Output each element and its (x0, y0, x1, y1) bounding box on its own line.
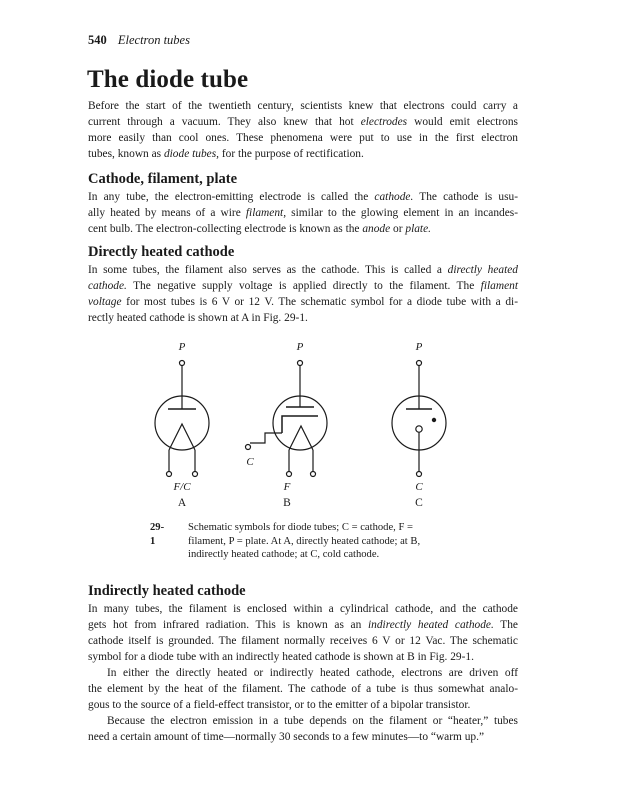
terminal-b2 (311, 472, 316, 477)
text-run: The negative supply voltage is applied directly to the filament. The (126, 280, 481, 292)
s3-line-1: In many tubes, the filament is enclosed within a cylindrical cathode, and the cathode (88, 603, 518, 615)
emphasis-term: filament (480, 280, 518, 292)
symbol-id-b: B (283, 497, 291, 509)
plate-label-c: P (415, 341, 423, 353)
section-2-paragraph (88, 262, 518, 326)
cathode-terminal-b (246, 445, 251, 450)
text-run: similar to the glowing element in an incandes- (286, 207, 518, 219)
text-run: for most tubes is 6 V or 12 V. The schematic symbol for a diode tube with a di- (121, 296, 518, 308)
figure-number: 29-1 (150, 522, 165, 547)
text-run: for the purpose of rectification. (218, 148, 364, 160)
caption-text (188, 521, 458, 562)
s3-p3-line-2: need a certain amount of time—normally 30 seconds to a few minutes—to “warm up.” (88, 731, 485, 743)
text-run: In some tubes, the filament also serves as the cathode. This is called a (88, 264, 448, 276)
diode-tube-schematic-figure (140, 338, 470, 513)
text-run: cent bulb. The electron-collecting electrode is known as the (88, 223, 363, 235)
terminal-a2 (193, 472, 198, 477)
section-heading-directly-heated-cathode: Directly heated cathode (88, 244, 235, 260)
plate-terminal-b (298, 361, 303, 366)
section-1-paragraph (88, 189, 518, 237)
emphasis-term: directly heated (447, 264, 518, 276)
intro-paragraph (88, 98, 518, 162)
running-title: Electron tubes (117, 33, 190, 47)
diode-symbol-b (246, 341, 328, 509)
emphasis-term: filament, (245, 207, 287, 219)
terminal-c (417, 472, 422, 477)
text-run: The (493, 619, 518, 631)
text-run: tubes, known as (88, 148, 164, 160)
text-run: gets hot from infrared radiation. This is known as an (88, 619, 368, 631)
s2-line-1 (88, 262, 518, 278)
indirect-cathode-b (282, 416, 318, 433)
intro-line-1: Before the start of the twentieth century, scientists knew that electrons could carry a (88, 100, 518, 112)
intro-line-3: more easily than cool ones. These phenomena were put to use in the first electron (88, 132, 518, 144)
emphasis-term: voltage (88, 296, 122, 308)
emphasis-term: cathode. (374, 191, 414, 203)
plate-terminal-c (417, 361, 422, 366)
s3-p2-line-2: the element by the heat of the filament. The cathode of a tube is thus somewhat analo- (88, 683, 518, 695)
page-number: 540 (88, 33, 107, 47)
section-3-paragraphs (88, 601, 518, 745)
cathode-label-b: C (246, 456, 254, 468)
filament-a (169, 424, 195, 450)
diode-symbol-a (155, 341, 209, 509)
page-title: The diode tube (87, 66, 249, 93)
plate-label-b: P (296, 341, 304, 353)
text-run: The cathode is usu- (413, 191, 518, 203)
text-run: In any tube, the electron-emitting electrode is called the (88, 191, 375, 203)
s3-line-3: cathode itself is grounded. The filament normally receives 6 V or 12 Vac. The schematic (88, 635, 518, 647)
text-run: ally heated by means of a wire (88, 207, 246, 219)
text-run: would emit electrons (407, 116, 518, 128)
cold-cathode-c (416, 426, 422, 432)
emphasis-term: plate. (405, 223, 431, 235)
s1-line-1 (88, 189, 518, 205)
caption-line-3: indirectly heated cathode; at C, cold cathode. (188, 549, 380, 560)
s2-line-3 (88, 294, 518, 310)
section-heading-indirectly-heated-cathode: Indirectly heated cathode (88, 583, 246, 599)
emphasis-term: electrodes (360, 116, 408, 128)
filament-label-b: F (283, 481, 291, 493)
s3-line-4: symbol for a diode tube with an indirectly heated cathode is shown at B in Fig. 29-1. (88, 651, 474, 663)
filament-cathode-label-a: F/C (173, 481, 191, 493)
terminal-b1 (287, 472, 292, 477)
s3-p2-line-1: In either the directly heated or indirectly heated cathode, electrons are driven off (107, 667, 518, 679)
text-run: current through a vacuum. They also knew that hot (88, 116, 361, 128)
s3-line-2 (88, 617, 518, 633)
symbol-id-a: A (177, 497, 187, 509)
caption-line-1: Schematic symbols for diode tubes; C = cathode, F = (188, 522, 413, 533)
text-run: or (390, 223, 406, 235)
heater-filament-b (289, 426, 313, 450)
symbol-id-c: C (415, 497, 423, 509)
emphasis-term: cathode. (88, 280, 127, 292)
s3-p3-line-1: Because the electron emission in a tube depends on the filament or “heater,” tubes (107, 715, 518, 727)
plate-terminal-a (180, 361, 185, 366)
intro-line-2 (88, 114, 518, 130)
section-heading-cathode-filament-plate: Cathode, filament, plate (88, 171, 238, 187)
intro-line-4 (88, 146, 518, 162)
page-header (88, 33, 190, 48)
terminal-a1 (167, 472, 172, 477)
emphasis-term: indirectly heated cathode. (367, 619, 494, 631)
emphasis-term: diode tubes, (163, 148, 219, 160)
emphasis-term: anode (362, 223, 391, 235)
gas-fill-dot-c (432, 418, 436, 422)
caption-line-2: filament, P = plate. At A, directly heated cathode; at B, (188, 535, 421, 547)
cathode-label-c: C (415, 481, 423, 493)
plate-label-a: P (178, 341, 186, 353)
s1-line-2 (88, 205, 518, 221)
s1-line-3 (88, 221, 518, 237)
s3-p2-line-3: gous to the source of a field-effect transistor, or to the emitter of a bipolar transistor. (88, 699, 471, 711)
s2-line-4: rectly heated cathode is shown at A in Fig. 29-1. (88, 312, 308, 324)
s2-line-2 (88, 278, 518, 294)
diode-symbol-c (392, 341, 446, 509)
